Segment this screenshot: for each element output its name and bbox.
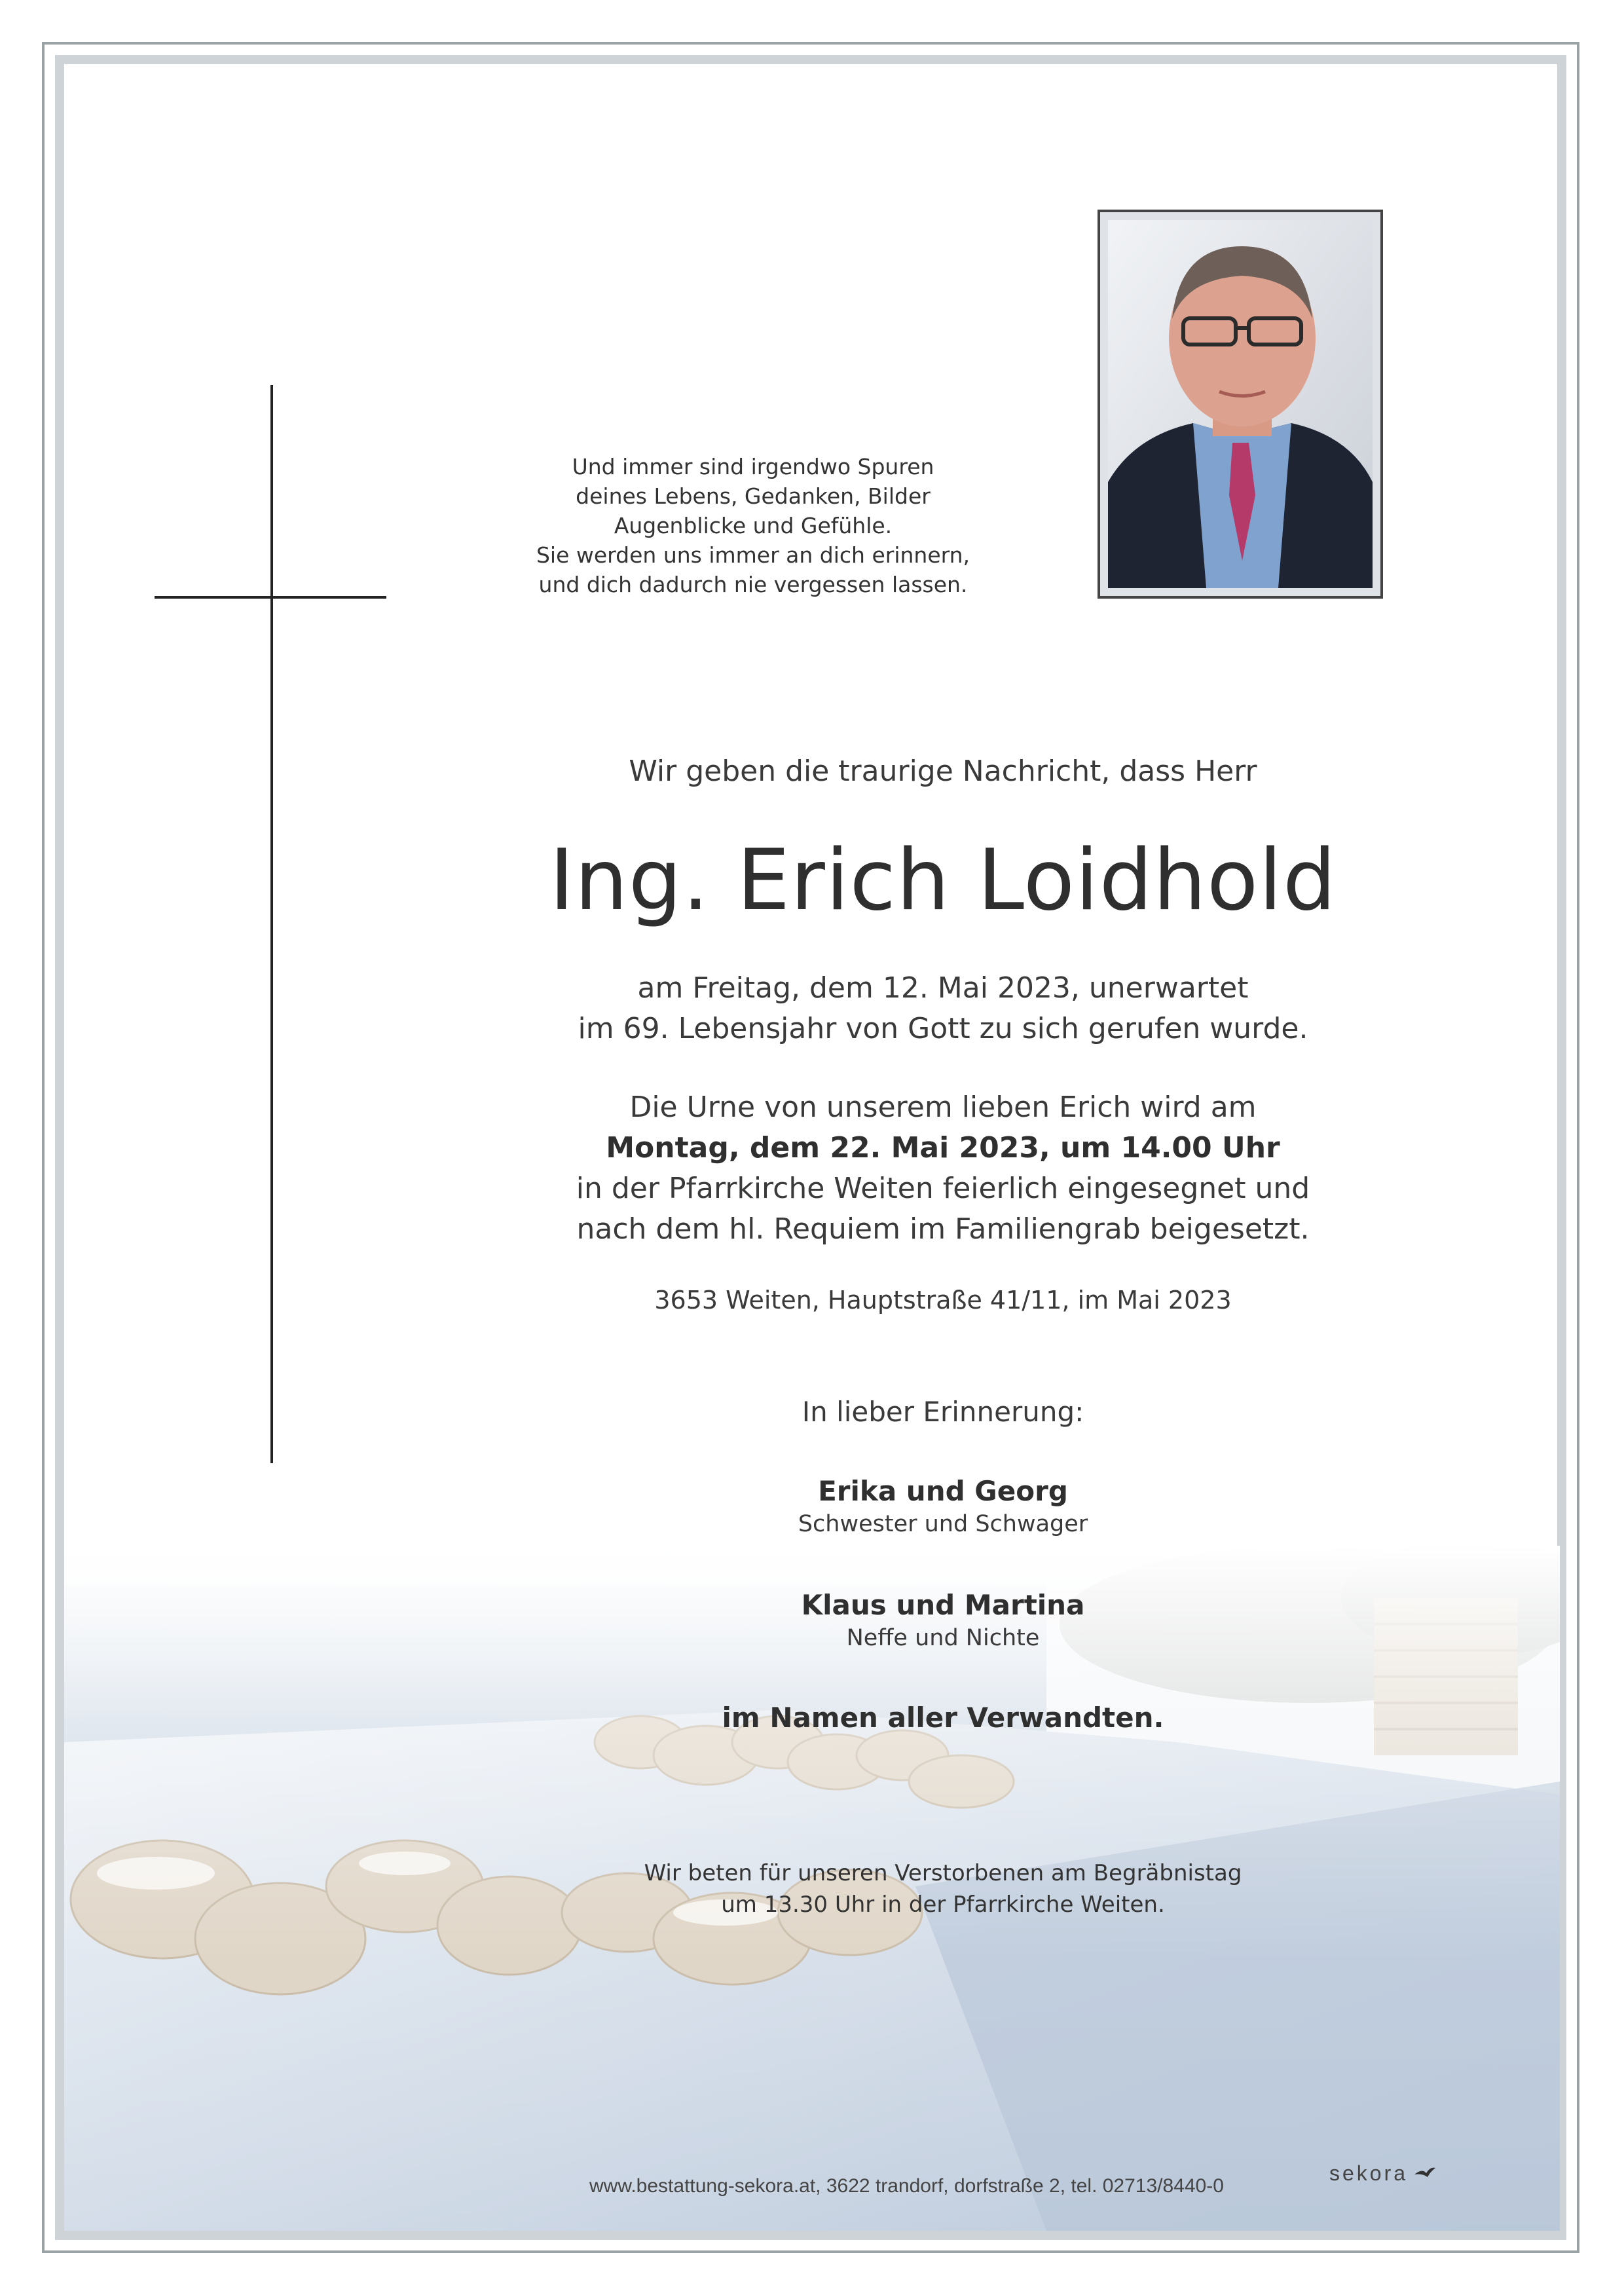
bird-icon	[1413, 2165, 1437, 2181]
relative-role: Schwester und Schwager	[798, 1511, 1088, 1537]
poem-line: deines Lebens, Gedanken, Bilder	[576, 483, 931, 509]
closing-line: im Namen aller Verwandten.	[722, 1702, 1164, 1734]
poem-line: und dich dadurch nie vergessen lassen.	[538, 572, 968, 597]
deceased-name: Ing. Erich Loidhold	[549, 832, 1337, 929]
cross-horizontal-beam	[155, 596, 386, 599]
funeral-line: Die Urne von unserem lieben Erich wird am	[629, 1091, 1257, 1124]
relative-name: Erika und Georg	[818, 1475, 1068, 1507]
relative-role: Neffe und Nichte	[846, 1625, 1040, 1651]
logo-text: sekora	[1329, 2161, 1409, 2185]
death-line: am Freitag, dem 12. Mai 2023, unerwartet	[637, 971, 1249, 1005]
poem-line: Und immer sind irgendwo Spuren	[572, 454, 934, 479]
relative-name: Klaus und Martina	[801, 1589, 1085, 1621]
sekora-logo	[1329, 2161, 1434, 2207]
poem	[498, 452, 1008, 599]
poem-line: Sie werden uns immer an dich erinnern,	[536, 542, 970, 568]
announcement-intro: Wir geben die traurige Nachricht, dass Herr	[629, 755, 1257, 788]
memory-heading: In lieber Erinnerung:	[802, 1396, 1084, 1428]
prayer-line: um 13.30 Uhr in der Pfarrkirche Weiten.	[721, 1892, 1165, 1918]
death-line: im 69. Lebensjahr von Gott zu sich gerufen wurde.	[578, 1012, 1308, 1045]
cross-vertical-beam	[270, 385, 273, 1463]
prayer-note	[511, 1857, 1375, 1920]
prayer-line: Wir beten für unseren Verstorbenen am Begräbnistag	[644, 1860, 1242, 1886]
relative-entry	[511, 1588, 1375, 1653]
funeral-line: nach dem hl. Requiem im Familiengrab beigesetzt.	[576, 1212, 1310, 1246]
death-details	[511, 968, 1375, 1049]
funeral-details	[511, 1087, 1375, 1250]
footer-contact: www.bestattung-sekora.at, 3622 trandorf, dorfstraße 2, tel. 02713/8440-0	[589, 2175, 1224, 2197]
portrait-photo	[1098, 210, 1383, 599]
address-line: 3653 Weiten, Hauptstraße 41/11, im Mai 2023	[654, 1286, 1232, 1315]
funeral-date: Montag, dem 22. Mai 2023, um 14.00 Uhr	[606, 1131, 1280, 1165]
relative-entry	[511, 1474, 1375, 1539]
poem-line: Augenblicke und Gefühle.	[614, 513, 893, 538]
funeral-line: in der Pfarrkirche Weiten feierlich eingesegnet und	[576, 1172, 1310, 1205]
